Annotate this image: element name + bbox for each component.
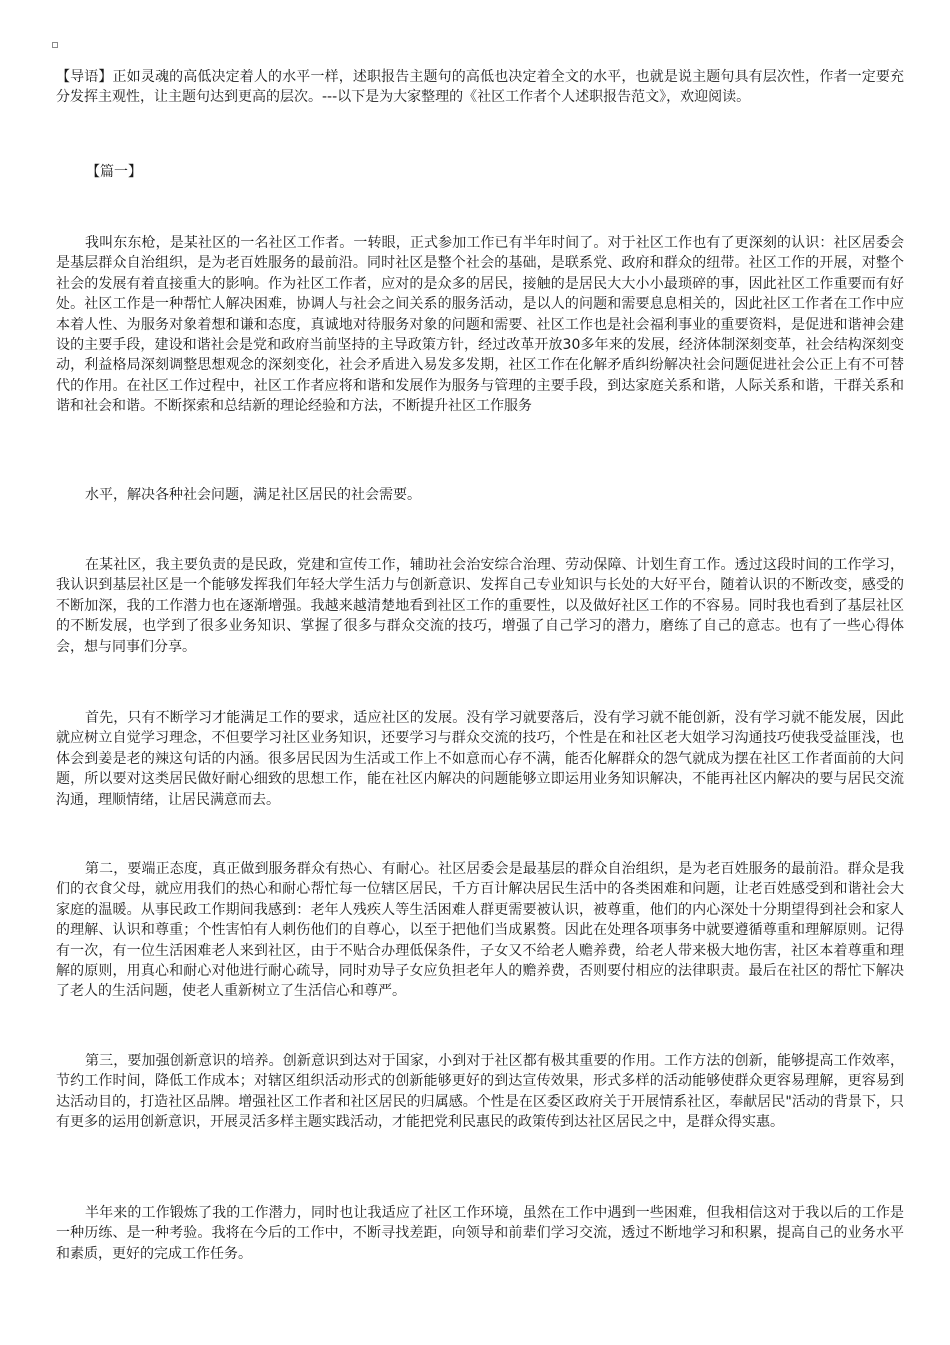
body-paragraph-7: 半年来的工作锻炼了我的工作潜力，同时也让我适应了社区工作环境，虽然在工作中遇到一些困难，但我相信这对于我以后的工作是一种历练、是一种考验。我将在今后的工作中，不断寻找差距，向领导和前辈们学习交流，透过不断地学习和积累，提高自己的业务水平和素质，更好的完成工作任务。 [56, 1205, 904, 1262]
body-paragraph-4: 首先，只有不断学习才能满足工作的要求，适应社区的发展。没有学习就要落后，没有学习就不能创新，没有学习就不能发展，因此就应树立自觉学习理念，不但要学习社区业务知识，还要学习与群众交流的技巧，个性是在和社区老大姐学习沟通技巧使我受益匪浅，也体会到姜是老的辣这句话的内涵。很多居民因为生活或工作上不如意而心存不满，能否化解群众的怨气就成为摆在社区工作者面前的大问题，所以要对这类居民做好耐心细致的思想工作，能在社区内解决的问题能够立即运用业务知识解决，不能再社区内解决的要与居民交流沟通，理顺情绪，让居民满意而去。 [56, 710, 904, 808]
section-title: 【篇一】 [86, 164, 142, 180]
body-paragraph-3: 在某社区，我主要负责的是民政，党建和宣传工作，辅助社会治安综合治理、劳动保障、计划生育工作。透过这段时间的工作学习，我认识到基层社区是一个能够发挥我们年轻大学生活力与创新意识、发挥自己专业知识与长处的大好平台，随着认识的不断改变，感受的不断加深，我的工作潜力也在逐渐增强。我越来越清楚地看到社区工作的重要性，以及做好社区工作的不容易。同时我也看到了基层社区的不断发展，也学到了很多业务知识、掌握了很多与群众交流的技巧，增强了自己学习的潜力，磨练了自己的意志。也有了一些心得体会，想与同事们分享。 [56, 557, 904, 655]
body-paragraph-1: 我叫东东枪，是某社区的一名社区工作者。一转眼，正式参加工作已有半年时间了。对于社区工作也有了更深刻的认识：社区居委会是基层群众自治组织，是为老百姓服务的最前沿。同时社区是整个社会的基础，是联系党、政府和群众的纽带。社区工作的开展，对整个社会的发展有着直接重大的影响。作为社区工作者，应对的是众多的居民，接触的是居民大大小小最琐碎的事，因此社区工作重要而有好处。社区工作是一种帮忙人解决困难，协调人与社会之间关系的服务活动，是以人的问题和需要息息相关的，因此社区工作者在工作中应本着人性、为服务对象着想和谦和态度，真诚地对待服务对象的问题和需要、社区工作也是社会福利事业的重要资料，是促进和谐神会建设的主要手段，建设和谐社会是党和政府当前坚持的主导政策方针，经过改革开放30多年来的发展，经济体制深刻变革，社会结构深刻变动，利益格局深刻调整思想观念的深刻变化，社会矛盾进入易发多发期，社区工作在化解矛盾纠纷解决社会问题促进社会公正上有不可替代的作用。在社区工作过程中，社区工作者应将和谐和发展作为服务与管理的主要手段，到达家庭关系和谐，人际关系和谐，干群关系和谐和社会和谐。不断探索和总结新的理论经验和方法，不断提升社区工作服务 [56, 235, 904, 415]
page-marker-icon [52, 42, 58, 48]
body-paragraph-6: 第三，要加强创新意识的培养。创新意识到达对于国家，小到对于社区都有极其重要的作用。工作方法的创新，能够提高工作效率，节约工作时间，降低工作成本；对辖区组织活动形式的创新能够更好的到达宣传效果，形式多样的活动能够使群众更容易理解，更容易到达活动目的，打造社区品牌。增强社区工作者和社区居民的归属感。个性是在区委区政府关于开展情系社区，奉献居民"活动的背景下，只有更多的运用创新意识，开展灵活多样主题实践活动，才能把党利民惠民的政策传到达社区居民之中，是群众得实惠。 [56, 1053, 904, 1131]
intro-paragraph: 【导语】正如灵魂的高低决定着人的水平一样，述职报告主题句的高低也决定着全文的水平，也就是说主题句具有层次性，作者一定要充分发挥主观性，让主题句达到更高的层次。---以下是为大家整理的《社区工作者个人述职报告范文》，欢迎阅读。 [56, 69, 904, 106]
body-paragraph-5: 第二，要端正态度，真正做到服务群众有热心、有耐心。社区居委会是最基层的群众自治组织，是为老百姓服务的最前沿。群众是我们的衣食父母，就应用我们的热心和耐心帮忙每一位辖区居民，千方百计解决居民生活中的各类困难和问题，让老百姓感受到和谐社会大家庭的温暖。从事民政工作期间我感到：老年人残疾人等生活困难人群更需要被认识，被尊重，他们的内心深处十分期望得到社会和家人的理解、认识和尊重；个性害怕有人刺伤他们的自尊心，以至于把他们当成累赘。因此在处理各项事务中就要遵循尊重和理解原则。记得有一次，有一位生活困难老人来到社区，由于不贴合办理低保条件，子女又不给老人赡养费，给老人带来极大地伤害，社区本着尊重和理解的原则，用真心和耐心对他进行耐心疏导，同时劝导子女应负担老年人的赡养费，否则要付相应的法律职责。最后在社区的帮忙下解决了老人的生活问题，使老人重新树立了生活信心和尊严。 [56, 861, 904, 1000]
body-paragraph-2: 水平，解决各种社会问题，满足社区居民的社会需要。 [85, 487, 421, 503]
